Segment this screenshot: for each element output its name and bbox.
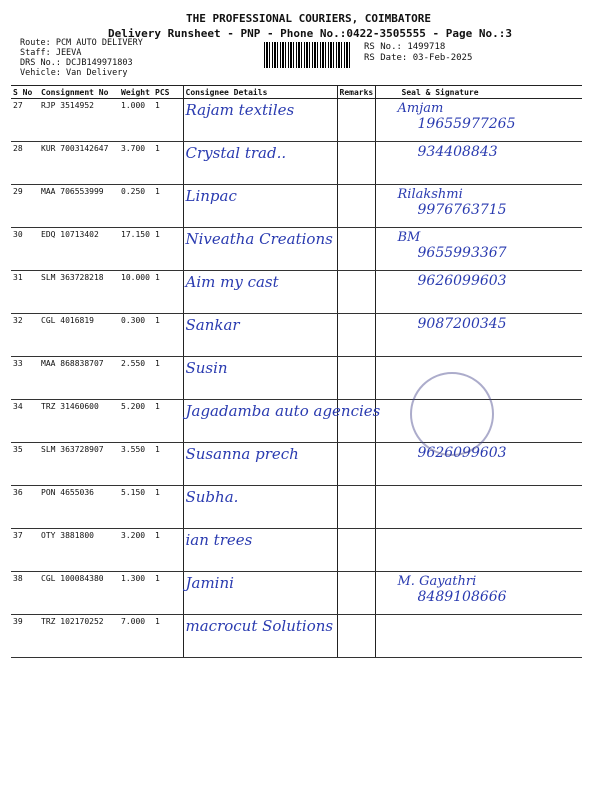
table-row [11, 314, 582, 357]
signature-phone: 9087200345 [417, 316, 507, 332]
table-row [11, 228, 582, 271]
row-remarks [337, 615, 375, 658]
signature-phone: 9626099603 [417, 273, 507, 289]
runsheet-table [11, 85, 582, 658]
row-pcs: 1 [153, 228, 183, 271]
row-sno: 31 [11, 271, 39, 314]
row-weight: 3.700 [119, 142, 153, 185]
row-weight: 7.000 [119, 615, 153, 658]
col-sno: S No [11, 86, 39, 99]
row-weight: 2.550 [119, 357, 153, 400]
row-weight: 3.200 [119, 529, 153, 572]
row-consignment: MAA 868838707 [39, 357, 119, 400]
row-remarks [337, 185, 375, 228]
table-row [11, 529, 582, 572]
signature-phone: 8489108666 [417, 589, 507, 605]
row-signature [375, 99, 582, 142]
row-consignee: Niveatha Creations [183, 228, 337, 271]
row-sno: 36 [11, 486, 39, 529]
row-remarks [337, 486, 375, 529]
row-signature [375, 314, 582, 357]
table-row [11, 572, 582, 615]
row-consignee: Rajam textiles [183, 99, 337, 142]
row-sno: 35 [11, 443, 39, 486]
row-sno: 38 [11, 572, 39, 615]
row-signature [375, 572, 582, 615]
row-consignment: SLM 363728218 [39, 271, 119, 314]
col-consignment: Consignment No [39, 86, 119, 99]
signature-phone: 9976763715 [417, 202, 507, 218]
drs-label: DRS No.: DCJB149971803 [20, 58, 133, 68]
route-label: Route: PCM AUTO DELIVERY [20, 38, 143, 48]
row-consignee: Aim my cast [183, 271, 337, 314]
row-pcs: 1 [153, 271, 183, 314]
table-row [11, 400, 582, 443]
table-row [11, 443, 582, 486]
row-weight: 5.150 [119, 486, 153, 529]
row-signature [375, 228, 582, 271]
company-title: THE PROFESSIONAL COURIERS, COIMBATORE [186, 12, 432, 25]
row-consignee: Subha. [183, 486, 337, 529]
row-remarks [337, 228, 375, 271]
vehicle-label: Vehicle: Van Delivery [20, 68, 128, 78]
row-signature [375, 486, 582, 529]
col-remarks: Remarks [337, 86, 375, 99]
row-signature [375, 185, 582, 228]
signature-phone: 9626099603 [417, 445, 507, 461]
col-consignee: Consignee Details [183, 86, 337, 99]
row-consignee: Jagadamba auto agencies [183, 400, 337, 443]
row-sno: 27 [11, 99, 39, 142]
rs-number: RS No.: 1499718 [364, 42, 446, 52]
row-sno: 37 [11, 529, 39, 572]
signature-phone: 934408843 [417, 144, 498, 160]
row-pcs: 1 [153, 99, 183, 142]
row-remarks [337, 99, 375, 142]
row-consignment: TRZ 102170252 [39, 615, 119, 658]
row-signature [375, 615, 582, 658]
row-consignment: CGL 4016819 [39, 314, 119, 357]
row-pcs: 1 [153, 486, 183, 529]
row-consignment: TRZ 31460600 [39, 400, 119, 443]
row-sno: 34 [11, 400, 39, 443]
col-weight: Weight [119, 86, 153, 99]
row-signature [375, 142, 582, 185]
row-remarks [337, 572, 375, 615]
row-pcs: 1 [153, 314, 183, 357]
row-signature [375, 529, 582, 572]
seal-stamp-icon [410, 372, 494, 456]
row-remarks [337, 443, 375, 486]
row-pcs: 1 [153, 572, 183, 615]
row-consignment: SLM 363728907 [39, 443, 119, 486]
row-consignment: MAA 706553999 [39, 185, 119, 228]
row-consignee: Jamini [183, 572, 337, 615]
row-sno: 29 [11, 185, 39, 228]
rs-date: RS Date: 03-Feb-2025 [364, 53, 473, 63]
table-row [11, 486, 582, 529]
row-consignee: Sankar [183, 314, 337, 357]
signature-name: M. Gayathri [397, 574, 477, 589]
barcode-icon [264, 42, 350, 68]
row-weight: 0.300 [119, 314, 153, 357]
row-sno: 28 [11, 142, 39, 185]
signature-name: BM [397, 230, 421, 245]
col-pcs: PCS [153, 86, 183, 99]
row-weight: 0.250 [119, 185, 153, 228]
row-consignment: EDQ 10713402 [39, 228, 119, 271]
row-remarks [337, 271, 375, 314]
row-sno: 32 [11, 314, 39, 357]
row-consignee: macrocut Solutions [183, 615, 337, 658]
row-weight: 5.200 [119, 400, 153, 443]
signature-name: Amjam [397, 101, 444, 116]
row-pcs: 1 [153, 443, 183, 486]
table-header [11, 86, 582, 99]
row-consignment: RJP 3514952 [39, 99, 119, 142]
signature-name: Rilakshmi [397, 187, 463, 202]
rs-info [364, 42, 472, 64]
row-pcs: 1 [153, 400, 183, 443]
signature-phone: 19655977265 [417, 116, 516, 132]
row-consignment: PON 4655036 [39, 486, 119, 529]
row-signature [375, 271, 582, 314]
route-info [20, 38, 143, 78]
row-weight: 10.000 [119, 271, 153, 314]
row-consignment: CGL 100084380 [39, 572, 119, 615]
row-consignee: ian trees [183, 529, 337, 572]
row-consignee: Crystal trad.. [183, 142, 337, 185]
row-signature [375, 443, 582, 486]
table-row [11, 357, 582, 400]
row-pcs: 1 [153, 529, 183, 572]
table-row [11, 615, 582, 658]
row-weight: 17.150 [119, 228, 153, 271]
row-consignee: Susanna prech [183, 443, 337, 486]
row-consignment: KUR 7003142647 [39, 142, 119, 185]
row-sno: 30 [11, 228, 39, 271]
table-row [11, 99, 582, 142]
signature-phone: 9655993367 [417, 245, 507, 261]
row-consignee: Susin [183, 357, 337, 400]
table-row [11, 142, 582, 185]
row-pcs: 1 [153, 357, 183, 400]
staff-label: Staff: JEEVA [20, 48, 82, 58]
table-row [11, 185, 582, 228]
row-weight: 3.550 [119, 443, 153, 486]
row-weight: 1.300 [119, 572, 153, 615]
row-sno: 39 [11, 615, 39, 658]
row-pcs: 1 [153, 615, 183, 658]
row-sno: 33 [11, 357, 39, 400]
col-signature: Seal & Signature [375, 86, 582, 99]
row-remarks [337, 142, 375, 185]
row-consignee: Linpac [183, 185, 337, 228]
row-pcs: 1 [153, 185, 183, 228]
row-remarks [337, 529, 375, 572]
row-remarks [337, 314, 375, 357]
row-consignment: OTY 3881800 [39, 529, 119, 572]
row-remarks [337, 357, 375, 400]
runsheet-subtitle: Delivery Runsheet - PNP - Phone No.:0422-3505555 - Page No.:3 [108, 27, 512, 40]
row-pcs: 1 [153, 142, 183, 185]
table-row [11, 271, 582, 314]
row-weight: 1.000 [119, 99, 153, 142]
